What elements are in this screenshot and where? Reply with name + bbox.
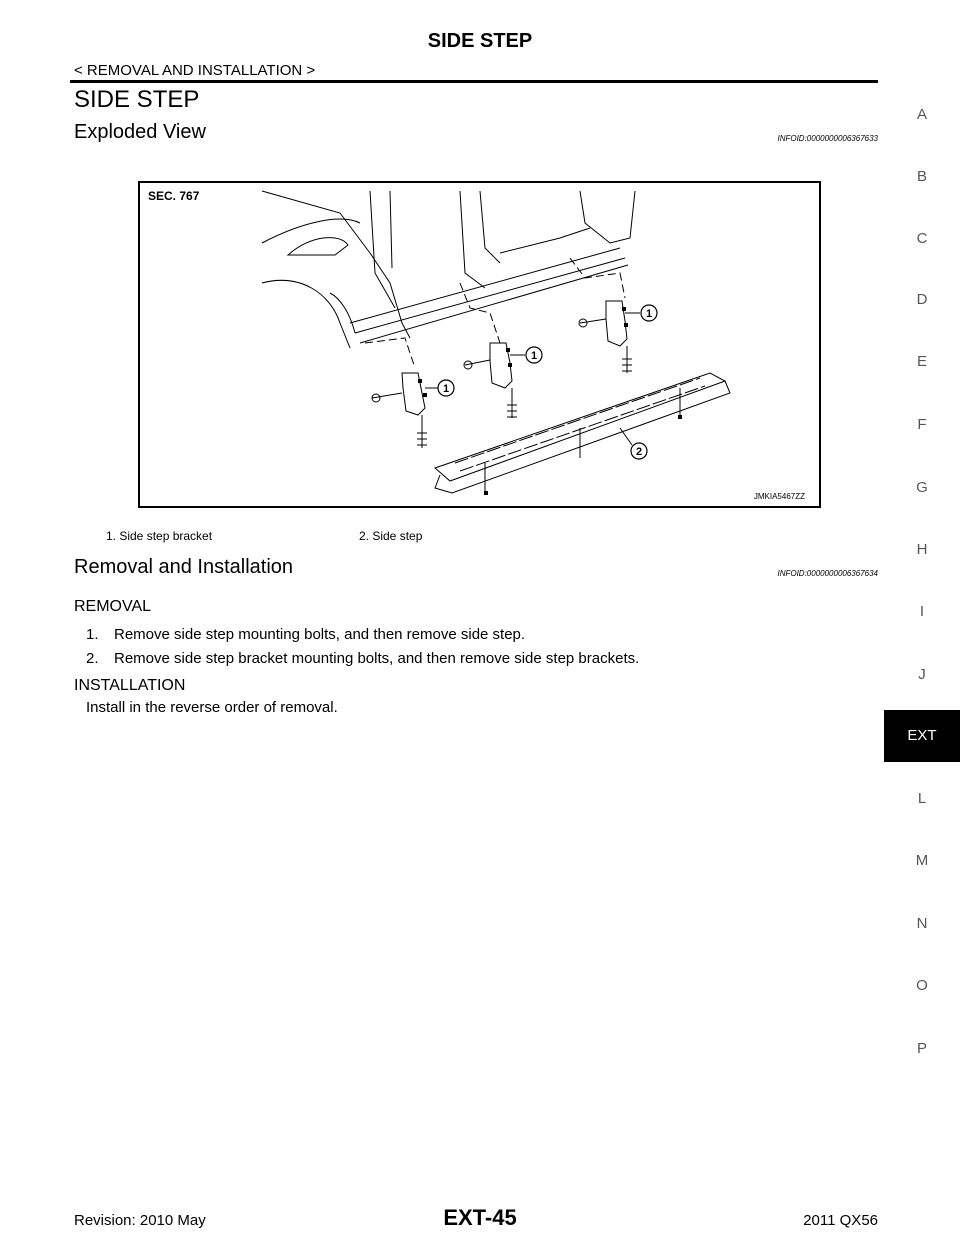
side-step-diagram: [140, 183, 819, 506]
index-tab-d[interactable]: D: [916, 291, 928, 308]
index-tab-h[interactable]: H: [916, 541, 928, 558]
legend-item-1: 1. Side step bracket: [106, 529, 213, 543]
section-title: SIDE STEP: [74, 86, 200, 113]
removal-heading: REMOVAL: [74, 598, 152, 615]
index-tab-n[interactable]: N: [916, 915, 928, 932]
index-tab-j[interactable]: J: [918, 666, 926, 683]
callout-1-right-label: 1: [645, 308, 653, 320]
removal-installation-infoid: INFOID:0000000006367634: [777, 569, 878, 578]
figure-code: JMKIA5467ZZ: [753, 492, 805, 501]
index-tab-l[interactable]: L: [917, 790, 927, 807]
removal-step-1: [86, 626, 525, 643]
index-tab-c[interactable]: C: [916, 230, 928, 247]
index-tab-g[interactable]: G: [916, 479, 928, 496]
index-tab-a[interactable]: A: [916, 106, 927, 123]
index-tab-b[interactable]: B: [916, 168, 927, 185]
index-tab-e[interactable]: E: [916, 353, 927, 370]
removal-step-2: [86, 650, 639, 667]
callout-1-left-label: 1: [442, 383, 450, 395]
index-tab-o[interactable]: O: [916, 977, 928, 994]
index-tab-i[interactable]: I: [919, 603, 925, 620]
callout-2-label: 2: [635, 446, 643, 458]
step-text: Remove side step mounting bolts, and then remove side step.: [114, 626, 526, 643]
step-number: 2.: [86, 650, 99, 667]
header-rule: [70, 80, 878, 83]
header-title: SIDE STEP: [427, 30, 533, 52]
callout-1-center-label: 1: [530, 350, 538, 362]
step-number: 1.: [86, 626, 99, 643]
footer-revision: Revision: 2010 May: [74, 1212, 206, 1229]
exploded-view-figure: [138, 181, 821, 508]
breadcrumb: < REMOVAL AND INSTALLATION >: [74, 62, 316, 79]
removal-installation-title: Removal and Installation: [74, 556, 294, 578]
footer-model: 2011 QX56: [803, 1212, 878, 1229]
index-tab-p[interactable]: P: [916, 1040, 927, 1057]
installation-heading: INSTALLATION: [74, 677, 186, 694]
index-tab-f[interactable]: F: [917, 416, 927, 433]
sec-label: SEC. 767: [148, 189, 200, 203]
installation-text: Install in the reverse order of removal.: [86, 699, 338, 716]
exploded-view-infoid: INFOID:0000000006367633: [777, 134, 878, 143]
step-text: Remove side step bracket mounting bolts, and then remove side step brackets.: [114, 650, 640, 667]
footer-page-number: EXT-45: [443, 1205, 517, 1230]
exploded-view-title: Exploded View: [74, 121, 206, 143]
index-tab-m[interactable]: M: [915, 852, 929, 869]
index-tab-ext[interactable]: EXT: [884, 710, 960, 762]
legend-item-2: 2. Side step: [359, 529, 423, 543]
